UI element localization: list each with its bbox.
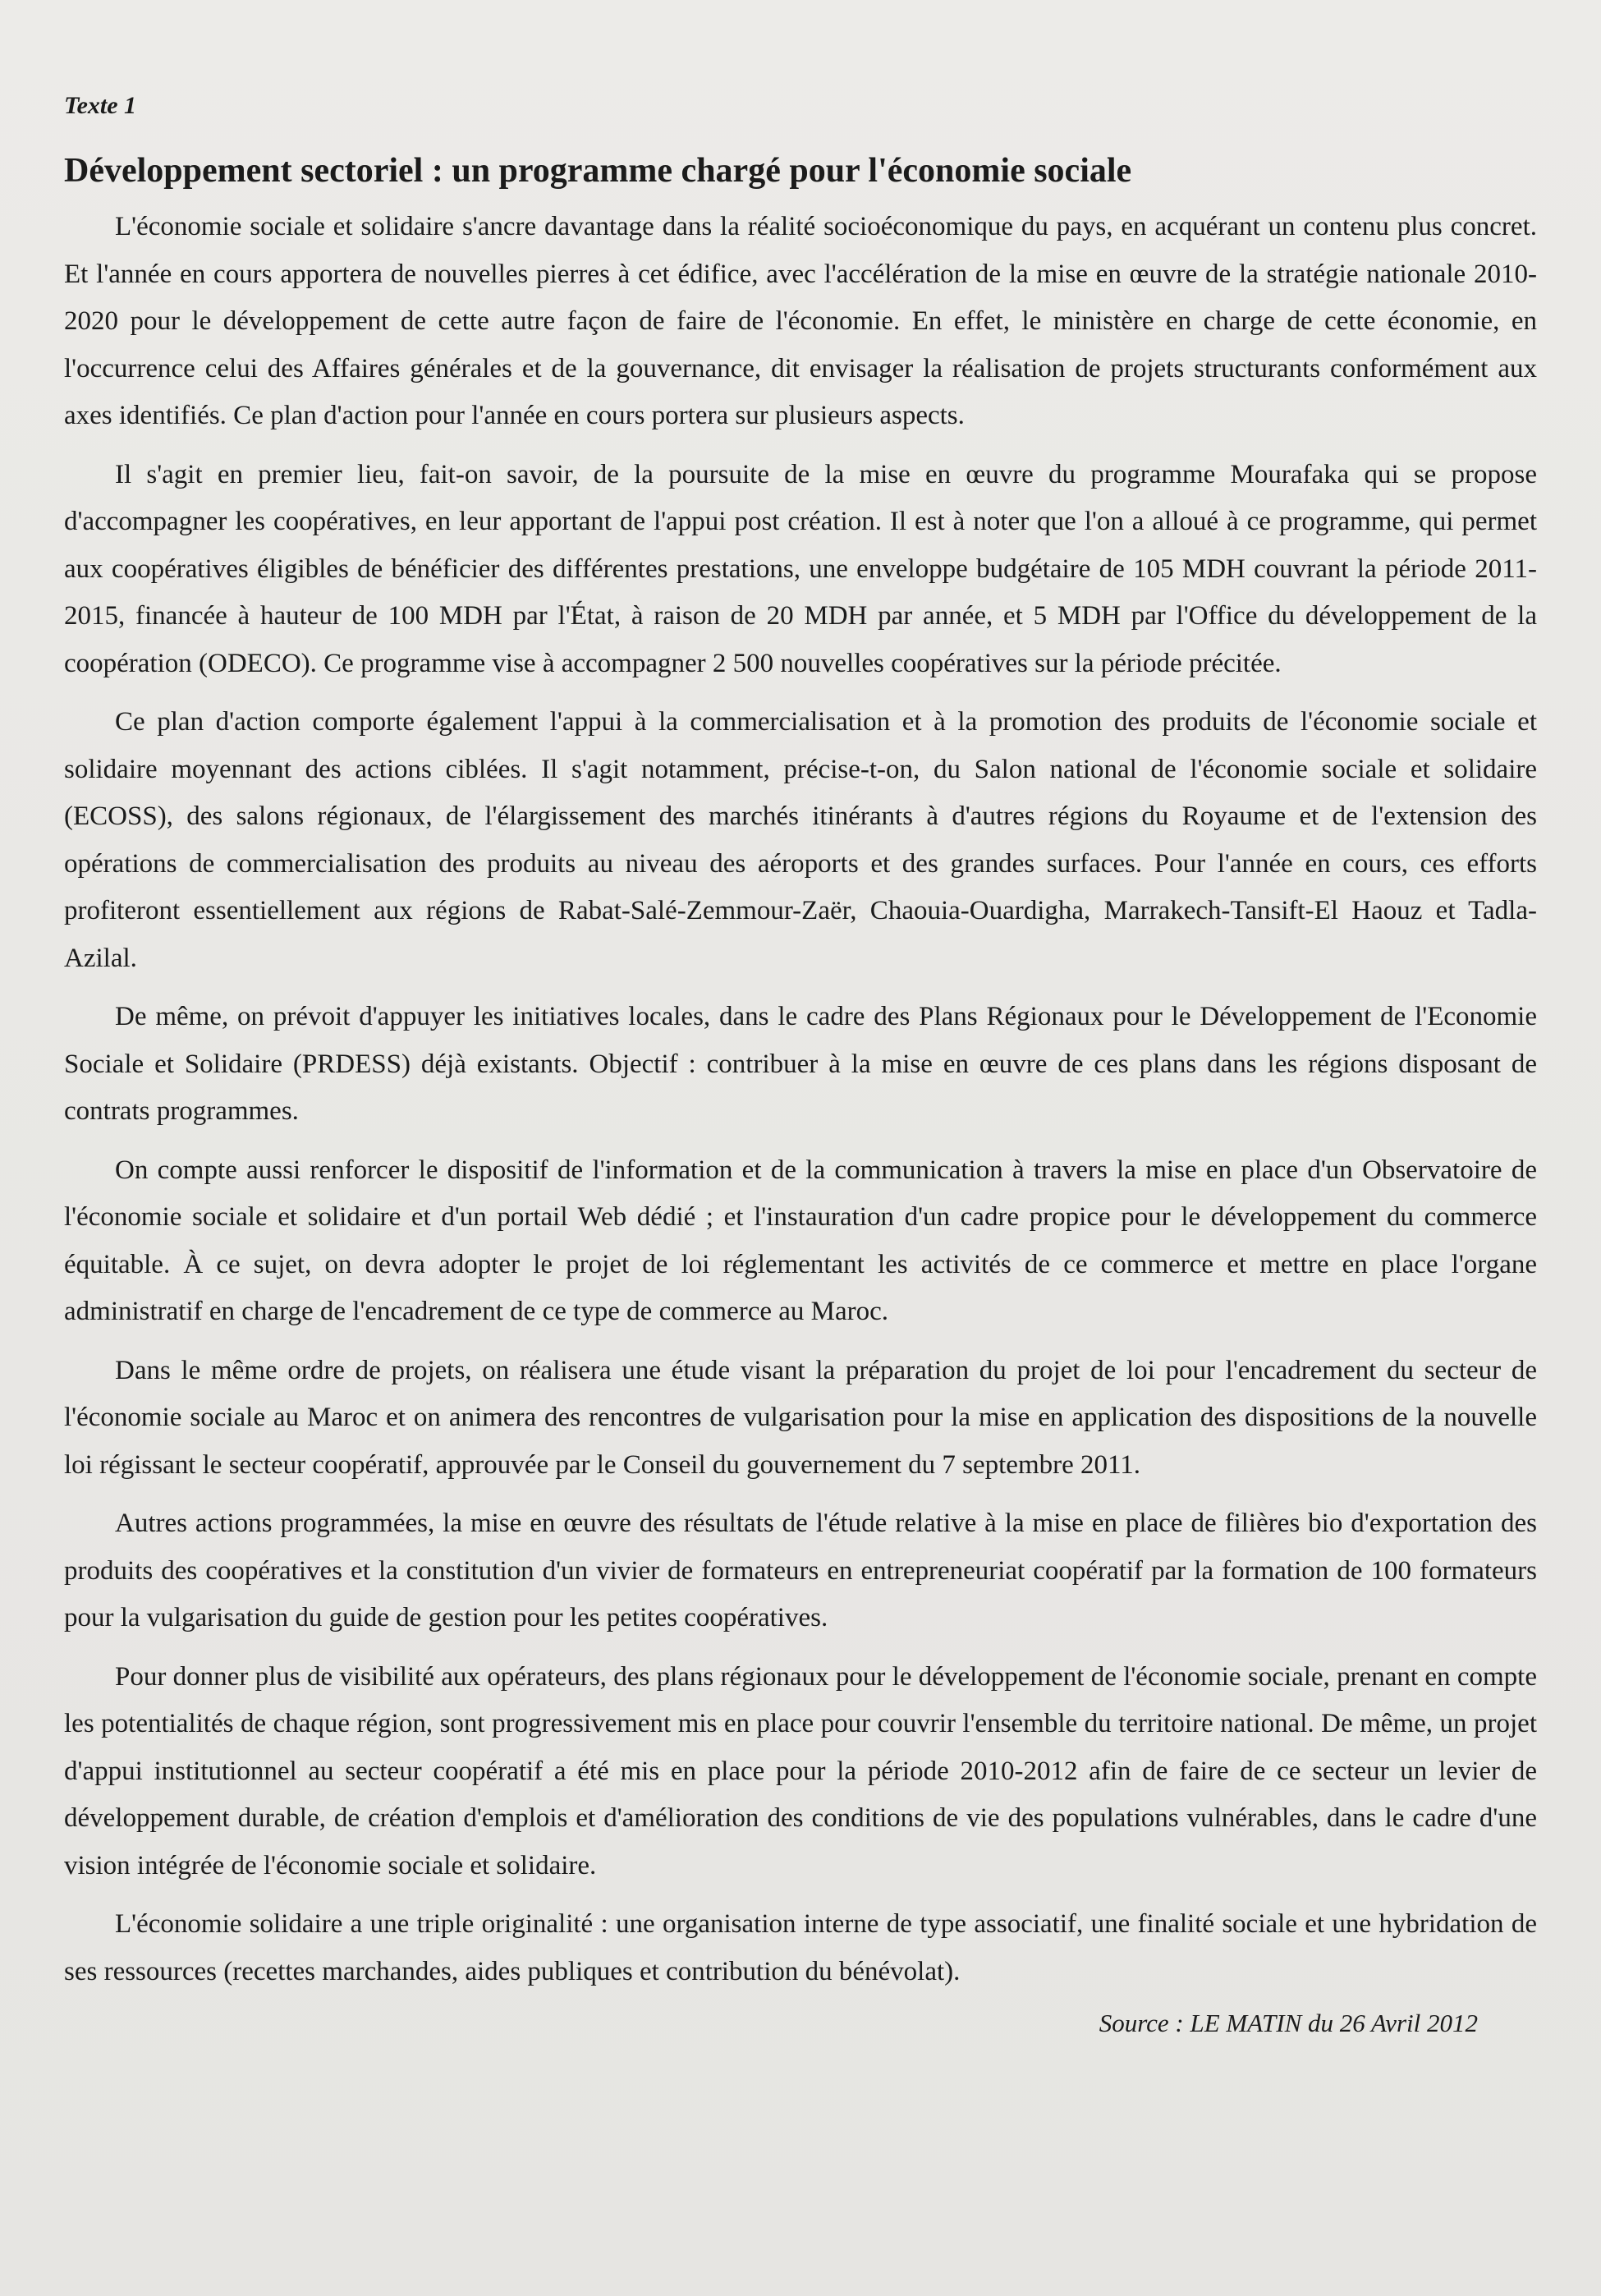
paragraph-7: Autres actions programmées, la mise en œuvre des résultats de l'étude relative à la mise en place de filières bio d'exportation des produits des coopératives et la constitution d'un vivier de formateurs en entrepreneuriat coopératif par la formation de 100 formateurs pour la vulgarisation du guide de gestion pour les petites coopératives. [64, 1508, 1537, 1632]
paragraph-2: Il s'agit en premier lieu, fait-on savoir, de la poursuite de la mise en œuvre du programme Mourafaka qui se propose d'accompagner les coopératives, en leur apportant de l'appui post création. Il est à noter que l'on a alloué à ce programme, qui permet aux coopératives éligibles de bénéficier des différentes prestations, une enveloppe budgétaire de 105 MDH couvrant la période 2011-2015, financée à hauteur de 100 MDH par l'État, à raison de 20 MDH par année, et 5 MDH par l'Office du développement de la coopération (ODECO). Ce programme vise à accompagner 2 500 nouvelles coopératives sur la période précitée. [64, 459, 1537, 678]
source-citation: Source : LE MATIN du 26 Avril 2012 [1099, 2009, 1478, 2037]
paragraph-3: Ce plan d'action comporte également l'appui à la commercialisation et à la promotion des produits de l'économie sociale et solidaire moyennant des actions ciblées. Il s'agit notamment, précise-t-on, du Salon national de l'économie sociale et solidaire (ECOSS), des salons régionaux, de l'élargissement des marchés itinérants à d'autres régions du Royaume et de l'extension des opérations de commercialisation des produits au niveau des aéroports et des grandes surfaces. Pour l'année en cours, ces efforts profiteront essentiellement aux régions de Rabat-Salé-Zemmour-Zaër, Chaouia-Ouardigha, Marrakech-Tansift-El Haouz et Tadla-Azilal. [64, 707, 1537, 973]
paragraph-1: L'économie sociale et solidaire s'ancre davantage dans la réalité socioéconomique du pays, en acquérant un contenu plus concret. Et l'année en cours apportera de nouvelles pierres à cet édifice, avec l'accélération de la mise en œuvre de la stratégie nationale 2010-2020 pour le développement de cette autre façon de faire de l'économie. En effet, le ministère en charge de cette économie, en l'occurrence celui des Affaires générales et de la gouvernance, dit envisager la réalisation de projets structurants conformément aux axes identifiés. Ce plan d'action pour l'année en cours portera sur plusieurs aspects. [64, 212, 1537, 430]
paragraph-6: Dans le même ordre de projets, on réalisera une étude visant la préparation du projet de loi pour l'encadrement du secteur de l'économie sociale au Maroc et on animera des rencontres de vulgarisation pour la mise en application des dispositions de la nouvelle loi régissant le secteur coopératif, approuvée par le Conseil du gouvernement du 7 septembre 2011. [64, 1355, 1537, 1480]
article-body [64, 204, 1537, 1995]
paragraph-5: On compte aussi renforcer le dispositif de l'information et de la communication à travers la mise en place d'un Observatoire de l'économie sociale et solidaire et d'un portail Web dédié ; et l'instauration d'un cadre propice pour le développement du commerce équitable. À ce sujet, on devra adopter le projet de loi réglementant les activités de ce commerce et mettre en place l'organe administratif en charge de l'encadrement de ce type de commerce au Maroc. [64, 1155, 1537, 1326]
paragraph-4: De même, on prévoit d'appuyer les initiatives locales, dans le cadre des Plans Régionaux pour le Développement de l'Economie Sociale et Solidaire (PRDESS) déjà existants. Objectif : contribuer à la mise en œuvre de ces plans dans les régions disposant de contrats programmes. [64, 1002, 1537, 1126]
paragraph-8: Pour donner plus de visibilité aux opérateurs, des plans régionaux pour le développement de l'économie sociale, prenant en compte les potentialités de chaque région, sont progressivement mis en place pour couvrir l'ensemble du territoire national. De même, un projet d'appui institutionnel au secteur coopératif a été mis en place pour la période 2010-2012 afin de faire de ce secteur un levier de développement durable, de création d'emplois et d'amélioration des conditions de vie des populations vulnérables, dans le cadre d'une vision intégrée de l'économie sociale et solidaire. [64, 1661, 1537, 1880]
paragraph-9: L'économie solidaire a une triple originalité : une organisation interne de type associatif, une finalité sociale et une hybridation de ses ressources (recettes marchandes, aides publiques et contribution du bénévolat). [64, 1909, 1537, 1986]
article-title: Développement sectoriel : un programme chargé pour l'économie sociale [64, 152, 1132, 190]
text-label: Texte 1 [64, 92, 137, 119]
